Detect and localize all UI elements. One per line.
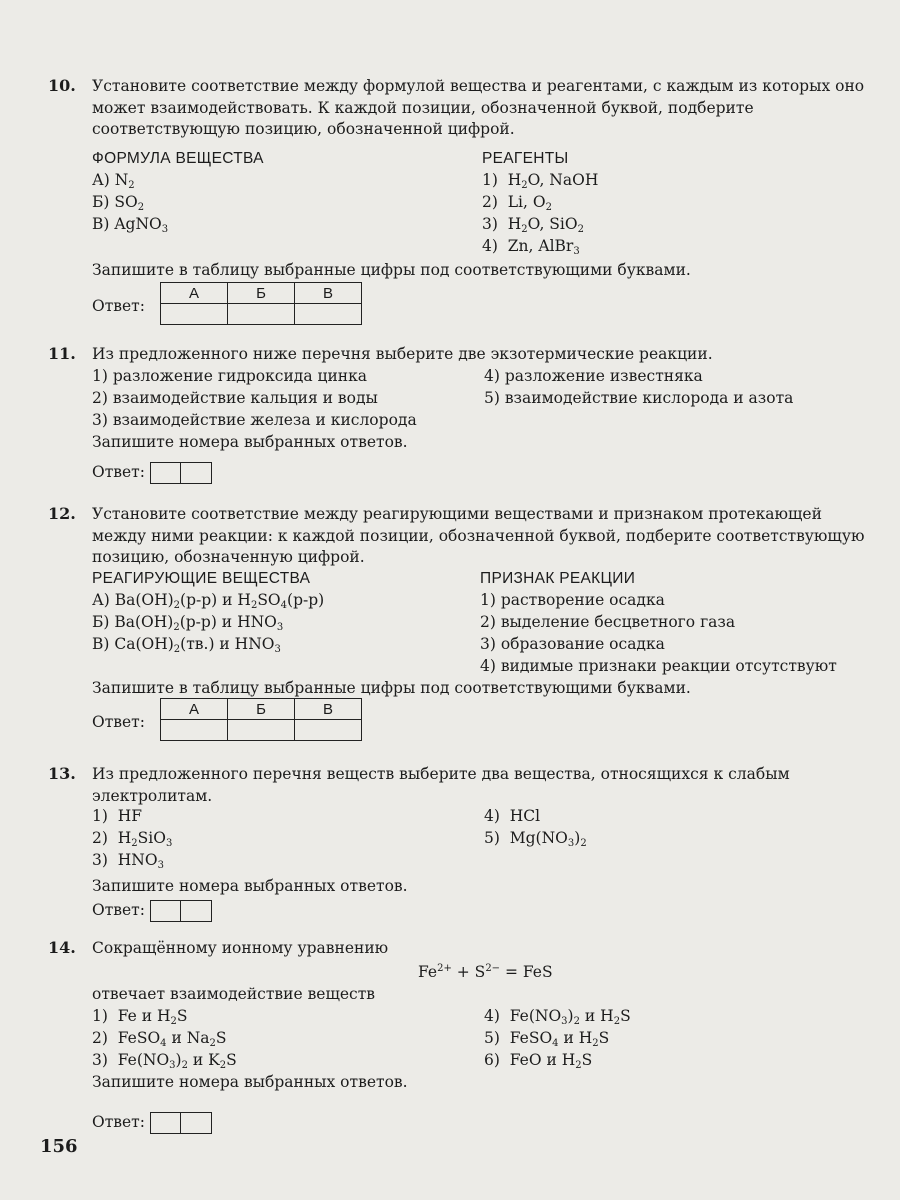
task-text: Из предложенного перечня веществ выберите два вещества, относящихся к слабым электролитам. (92, 765, 790, 805)
answer-row (92, 462, 212, 484)
option-5: 5) FeSO$_4$ и $H_2S$ (484, 1029, 610, 1049)
answer-label: Ответ: (92, 901, 145, 919)
option-4: 4) HCl (484, 807, 541, 825)
option-3: 3) взаимодействие железа и кислорода (92, 411, 417, 429)
answer-cell-a[interactable] (161, 720, 228, 741)
option-3: 3) $HNO_3$ (92, 851, 164, 871)
answer-label: Ответ: (92, 297, 145, 315)
option-c: В) $Ca(OH)_2(тв.)$ и $HNO_3$ (92, 635, 281, 655)
header-b: Б (228, 283, 295, 304)
instruction: Запишите в таблицу выбранные цифры под соответствующими буквами. (92, 679, 691, 697)
answer-cell-c[interactable] (295, 304, 362, 325)
answer-table (160, 282, 362, 325)
option-4: 4) $Fe(NO_3)_2$ и $H_2S$ (484, 1007, 631, 1027)
option-5: 5) взаимодействие кислорода и азота (484, 389, 794, 407)
answer-boxes[interactable] (150, 1112, 212, 1134)
left-column-heading: ФОРМУЛА ВЕЩЕСТВА (92, 150, 264, 167)
header-a: А (161, 699, 228, 720)
right-column-heading: РЕАГЕНТЫ (482, 150, 569, 167)
answer-row (92, 1112, 212, 1134)
header-c: В (295, 699, 362, 720)
reagent-1: 1) $H_2O$, NaOH (482, 171, 599, 191)
answer-cell-b[interactable] (228, 720, 295, 741)
answer-cell-a[interactable] (161, 304, 228, 325)
instruction: Запишите номера выбранных ответов. (92, 1073, 408, 1091)
task-number: 11. (48, 344, 76, 363)
task-number: 14. (48, 938, 76, 957)
task-text-2: отвечает взаимодействие веществ (92, 985, 376, 1003)
instruction: Запишите в таблицу выбранные цифры под соответствующими буквами. (92, 261, 691, 279)
option-2: 2) $H_2SiO_3$ (92, 829, 173, 849)
option-2: 2) взаимодействие кальция и воды (92, 389, 378, 407)
option-a: А) $Ba(OH)_2(р-р)$ и $H_2SO_4(р-р)$ (92, 591, 325, 611)
option-2: 2) FeSO$_4$ и $Na_2S$ (92, 1029, 227, 1049)
answer-label: Ответ: (92, 713, 145, 731)
option-b: Б) $SO_2$ (92, 193, 145, 213)
answer-table (160, 698, 362, 741)
task-number: 13. (48, 764, 76, 783)
sign-4: 4) видимые признаки реакции отсутствуют (480, 657, 837, 675)
task-number: 10. (48, 76, 76, 95)
option-a: А) $N_2$ (92, 171, 135, 191)
task-text: Установите соответствие между формулой вещества и реагентами, с каждым из которых оно может взаимодействовать. К каждой позиции, обозначенной буквой, подберите соответствующую позицию, обозначенной цифрой. (92, 77, 865, 138)
option-3: 3) $Fe(NO_3)_2$ и $K_2S$ (92, 1051, 237, 1071)
right-column-heading: ПРИЗНАК РЕАКЦИИ (480, 570, 636, 587)
option-1: 1) Fe и $H_2S$ (92, 1007, 188, 1027)
page-number: 156 (40, 1136, 78, 1157)
instruction: Запишите номера выбранных ответов. (92, 433, 408, 451)
option-1: 1) HF (92, 807, 143, 825)
sign-2: 2) выделение бесцветного газа (480, 613, 736, 631)
header-c: В (295, 283, 362, 304)
reagent-4: 4) Zn, AlBr$_3$ (482, 237, 580, 257)
ionic-equation: $Fe^{2+} + S^{2-}$ = FeS (418, 963, 553, 981)
reagent-2: 2) Li, $O_2$ (482, 193, 552, 213)
task-text: Из предложенного ниже перечня выберите две экзотермические реакции. (92, 345, 713, 363)
option-6: 6) FeO и $H_2S$ (484, 1051, 593, 1071)
instruction: Запишите номера выбранных ответов. (92, 877, 408, 895)
task-text: Сокращённому ионному уравнению (92, 939, 389, 957)
header-b: Б (228, 699, 295, 720)
answer-label: Ответ: (92, 1113, 145, 1131)
answer-cell-c[interactable] (295, 720, 362, 741)
answer-boxes[interactable] (150, 900, 212, 922)
task-text: Установите соответствие между реагирующими веществами и признаком протекающей между ними реакции: к каждой позиции, обозначенной буквой, подберите соответствующую позицию, обозначенную цифрой. (92, 505, 865, 566)
answer-label: Ответ: (92, 463, 145, 481)
option-c: В) AgNO$_3$ (92, 215, 169, 235)
option-4: 4) разложение известняка (484, 367, 703, 385)
option-b: Б) $Ba(OH)_2(р-р)$ и $HNO_3$ (92, 613, 284, 633)
option-1: 1) разложение гидроксида цинка (92, 367, 368, 385)
sign-3: 3) образование осадка (480, 635, 665, 653)
answer-row (92, 900, 212, 922)
task-number: 12. (48, 504, 76, 523)
header-a: А (161, 283, 228, 304)
left-column-heading: РЕАГИРУЮЩИЕ ВЕЩЕСТВА (92, 570, 311, 587)
answer-cell-b[interactable] (228, 304, 295, 325)
reagent-3: 3) $H_2O$, SiO$_2$ (482, 215, 584, 235)
sign-1: 1) растворение осадка (480, 591, 665, 609)
answer-boxes[interactable] (150, 462, 212, 484)
option-5: 5) $Mg(NO_3)_2$ (484, 829, 587, 849)
